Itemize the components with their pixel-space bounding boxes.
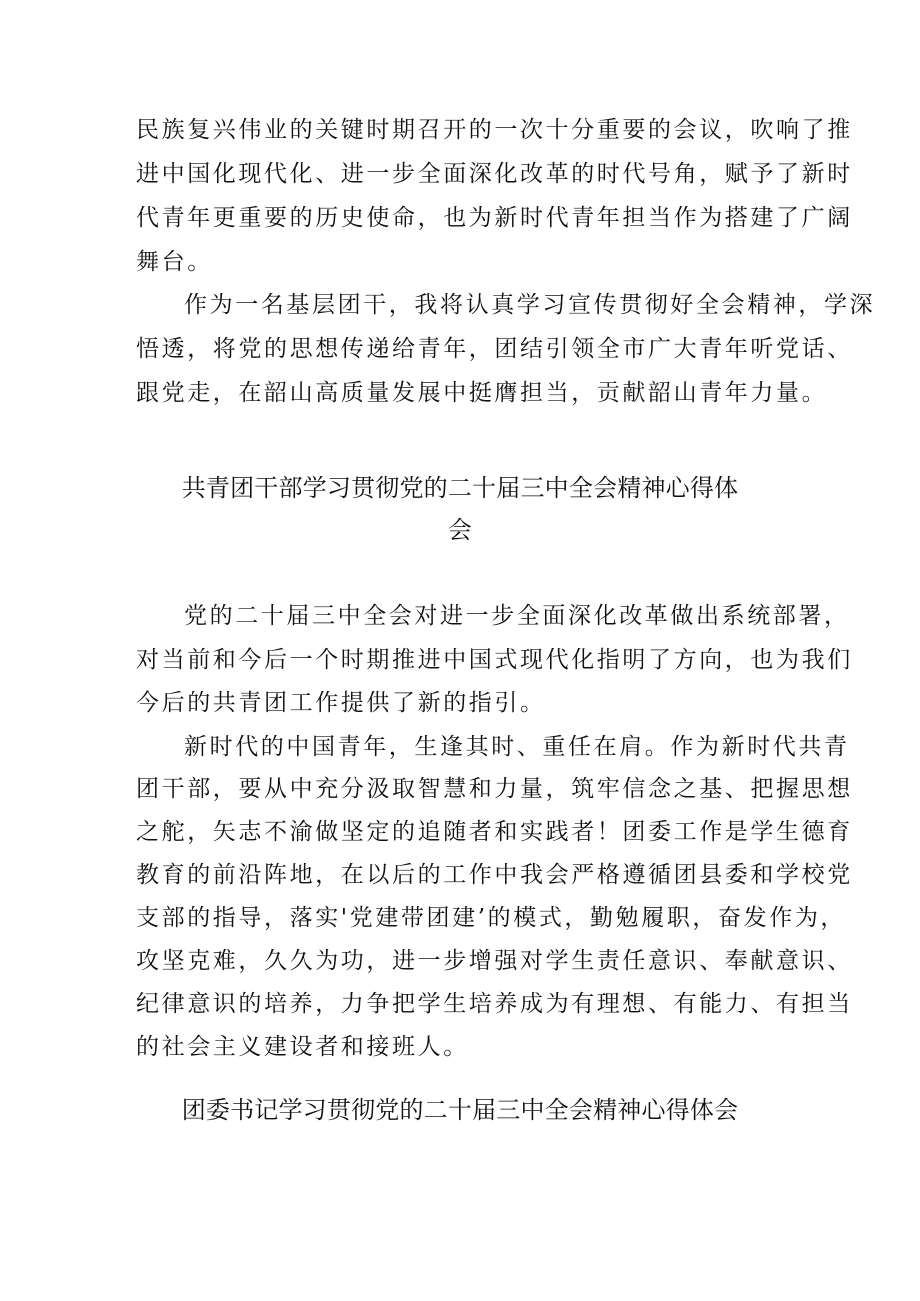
text-line: 跟党走，在韶山高质量发展中挺膺担当，贡献韶山青年力量。: [136, 380, 828, 406]
text-line: 教育的前沿阵地，在以后的工作中我会严格遵循团县委和学校党: [136, 862, 853, 888]
text-line: 作为一名基层团干，我将认真学习宣传贯彻好全会精神，学深: [184, 292, 876, 318]
text-line: 悟透，将党的思想传递给青年，团结引领全市广大青年听党话、: [136, 336, 853, 362]
text-line: 党的二十届三中全会对进一步全面深化改革做出系统部署，: [184, 603, 850, 629]
text-line: 今后的共青团工作提供了新的指引。: [136, 690, 546, 716]
section-title: 共青团干部学习贯彻党的二十届三中全会精神心得体: [181, 474, 739, 502]
text-line: 支部的指导，落实'党建带团建’的模式，勤勉履职，奋发作为，: [136, 905, 847, 931]
text-line: 舞台。: [136, 249, 213, 275]
text-line: 新时代的中国青年，生逢其时、重任在肩。作为新时代共青: [184, 734, 850, 760]
text-line: 民族复兴伟业的关键时期召开的一次十分重要的会议，吹响了推: [136, 117, 853, 143]
section-title-continued: 会: [447, 516, 473, 544]
text-line: 之舵，矢志不渝做坚定的追随者和实践者！团委工作是学生德育: [136, 819, 853, 845]
text-line: 进中国化现代化、进一步全面深化改革的时代号角，赋予了新时: [136, 161, 853, 187]
text-line: 攻坚克难，久久为功，进一步增强对学生责任意识、奉献意识、: [136, 948, 853, 974]
section-title: 团委书记学习贯彻党的二十届三中全会精神心得体会: [181, 1096, 739, 1124]
text-line: 团干部，要从中充分汲取智慧和力量，筑牢信念之基、把握思想: [136, 776, 853, 802]
text-line: 对当前和今后一个时期推进中国式现代化指明了方向，也为我们: [136, 647, 853, 673]
text-line: 纪律意识的培养，力争把学生培养成为有理想、有能力、有担当: [136, 991, 853, 1017]
text-line: 的社会主义建设者和接班人。: [136, 1034, 469, 1060]
text-line: 代青年更重要的历史使命，也为新时代青年担当作为搭建了广阔: [136, 205, 853, 231]
